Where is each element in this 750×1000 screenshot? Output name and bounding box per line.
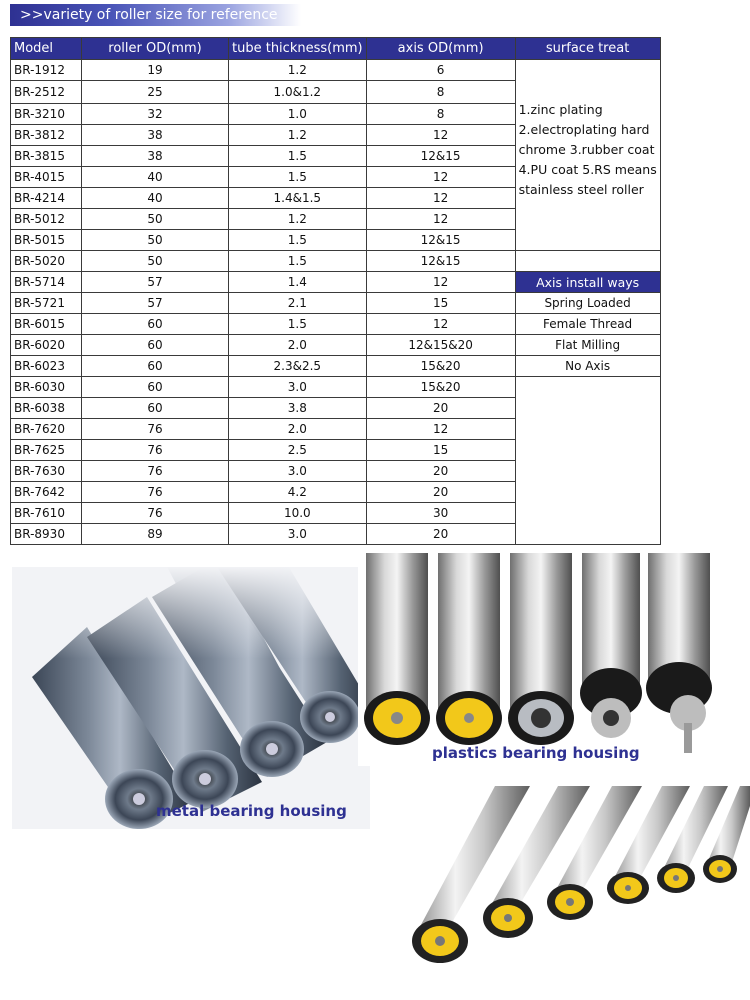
tube-thickness-cell: 1.0 [229, 104, 367, 125]
column-header: tube thickness(mm) [229, 38, 367, 60]
table-row [11, 293, 661, 314]
chrome-rollers-photo [410, 786, 750, 1000]
table-row [11, 335, 661, 356]
roller-od-cell: 25 [82, 81, 229, 104]
model-cell: BR-7630 [11, 461, 82, 482]
surface-treat-cell: 1.zinc plating 2.electroplating hard chrome 3.rubber coat 4.PU coat 5.RS means stainless steel roller [515, 60, 660, 251]
model-cell: BR-6020 [11, 335, 82, 356]
roller-od-cell: 38 [82, 146, 229, 167]
model-cell: BR-3210 [11, 104, 82, 125]
axis-od-cell: 20 [366, 461, 515, 482]
model-cell: BR-2512 [11, 81, 82, 104]
tube-thickness-cell: 1.4&1.5 [229, 188, 367, 209]
model-cell: BR-3812 [11, 125, 82, 146]
tube-thickness-cell: 2.3&2.5 [229, 356, 367, 377]
axis-od-cell: 12 [366, 125, 515, 146]
axis-od-cell: 12&15 [366, 251, 515, 272]
model-cell: BR-5721 [11, 293, 82, 314]
table-row [11, 377, 661, 398]
axis-install-item: No Axis [515, 356, 660, 377]
model-cell: BR-4214 [11, 188, 82, 209]
axis-od-cell: 12 [366, 272, 515, 293]
table-row [11, 356, 661, 377]
axis-od-cell: 20 [366, 398, 515, 419]
axis-od-cell: 15&20 [366, 356, 515, 377]
column-header: Model [11, 38, 82, 60]
tube-thickness-cell: 3.0 [229, 377, 367, 398]
model-cell: BR-5714 [11, 272, 82, 293]
tube-thickness-cell: 3.0 [229, 461, 367, 482]
axis-od-cell: 20 [366, 524, 515, 545]
model-cell: BR-6030 [11, 377, 82, 398]
axis-od-cell: 20 [366, 482, 515, 503]
roller-od-cell: 60 [82, 335, 229, 356]
roller-od-cell: 57 [82, 293, 229, 314]
axis-install-item: Flat Milling [515, 335, 660, 356]
roller-od-cell: 50 [82, 230, 229, 251]
axis-od-cell: 15 [366, 440, 515, 461]
roller-od-cell: 60 [82, 356, 229, 377]
empty-cell [515, 251, 660, 272]
axis-od-cell: 15&20 [366, 377, 515, 398]
axis-od-cell: 12 [366, 167, 515, 188]
roller-od-cell: 50 [82, 209, 229, 230]
roller-od-cell: 89 [82, 524, 229, 545]
tube-thickness-cell: 3.8 [229, 398, 367, 419]
tube-thickness-cell: 1.5 [229, 146, 367, 167]
plastic-bearing-caption: plastics bearing housing [432, 744, 640, 762]
tube-thickness-cell: 4.2 [229, 482, 367, 503]
tube-thickness-cell: 10.0 [229, 503, 367, 524]
axis-od-cell: 8 [366, 81, 515, 104]
metal-bearing-caption: metal bearing housing [156, 802, 347, 820]
column-header: roller OD(mm) [82, 38, 229, 60]
axis-od-cell: 6 [366, 60, 515, 81]
tube-thickness-cell: 1.2 [229, 209, 367, 230]
axis-od-cell: 15 [366, 293, 515, 314]
column-header: axis OD(mm) [366, 38, 515, 60]
axis-od-cell: 12 [366, 419, 515, 440]
axis-od-cell: 12&15&20 [366, 335, 515, 356]
tube-thickness-cell: 1.2 [229, 60, 367, 81]
roller-od-cell: 50 [82, 251, 229, 272]
roller-od-cell: 76 [82, 503, 229, 524]
empty-cell [515, 377, 660, 545]
plastic-bearing-housing-photo [358, 553, 750, 766]
roller-od-cell: 76 [82, 461, 229, 482]
roller-od-cell: 40 [82, 167, 229, 188]
table-header-row [11, 38, 661, 60]
model-cell: BR-6038 [11, 398, 82, 419]
roller-od-cell: 60 [82, 398, 229, 419]
tube-thickness-cell: 1.5 [229, 251, 367, 272]
model-cell: BR-5015 [11, 230, 82, 251]
model-cell: BR-6015 [11, 314, 82, 335]
roller-od-cell: 40 [82, 188, 229, 209]
tube-thickness-cell: 2.1 [229, 293, 367, 314]
tube-thickness-cell: 1.5 [229, 167, 367, 188]
roller-od-cell: 60 [82, 314, 229, 335]
table-row [11, 272, 661, 293]
axis-od-cell: 12 [366, 188, 515, 209]
model-cell: BR-7642 [11, 482, 82, 503]
roller-od-cell: 76 [82, 482, 229, 503]
metal-bearing-housing-photo [12, 567, 370, 829]
table-row [11, 60, 661, 81]
column-header: surface treat [515, 38, 660, 60]
axis-install-item: Spring Loaded [515, 293, 660, 314]
model-cell: BR-5012 [11, 209, 82, 230]
tube-thickness-cell: 1.5 [229, 230, 367, 251]
model-cell: BR-7610 [11, 503, 82, 524]
model-cell: BR-4015 [11, 167, 82, 188]
tube-thickness-cell: 1.2 [229, 125, 367, 146]
table-row [11, 314, 661, 335]
axis-od-cell: 12 [366, 314, 515, 335]
model-cell: BR-6023 [11, 356, 82, 377]
roller-od-cell: 60 [82, 377, 229, 398]
axis-od-cell: 12&15 [366, 146, 515, 167]
tube-thickness-cell: 1.4 [229, 272, 367, 293]
roller-od-cell: 76 [82, 440, 229, 461]
axis-install-item: Female Thread [515, 314, 660, 335]
roller-od-cell: 76 [82, 419, 229, 440]
tube-thickness-cell: 2.0 [229, 335, 367, 356]
banner-text: >>variety of roller size for reference [20, 7, 278, 23]
tube-thickness-cell: 2.5 [229, 440, 367, 461]
tube-thickness-cell: 1.0&1.2 [229, 81, 367, 104]
roller-size-table [10, 37, 661, 545]
table-row [11, 251, 661, 272]
roller-od-cell: 57 [82, 272, 229, 293]
model-cell: BR-7625 [11, 440, 82, 461]
axis-od-cell: 12 [366, 209, 515, 230]
axis-od-cell: 30 [366, 503, 515, 524]
roller-od-cell: 19 [82, 60, 229, 81]
tube-thickness-cell: 3.0 [229, 524, 367, 545]
model-cell: BR-1912 [11, 60, 82, 81]
axis-od-cell: 12&15 [366, 230, 515, 251]
model-cell: BR-7620 [11, 419, 82, 440]
roller-od-cell: 32 [82, 104, 229, 125]
roller-od-cell: 38 [82, 125, 229, 146]
model-cell: BR-8930 [11, 524, 82, 545]
axis-od-cell: 8 [366, 104, 515, 125]
model-cell: BR-5020 [11, 251, 82, 272]
tube-thickness-cell: 1.5 [229, 314, 367, 335]
model-cell: BR-3815 [11, 146, 82, 167]
section-banner [10, 4, 301, 26]
tube-thickness-cell: 2.0 [229, 419, 367, 440]
axis-install-header: Axis install ways [515, 272, 660, 293]
